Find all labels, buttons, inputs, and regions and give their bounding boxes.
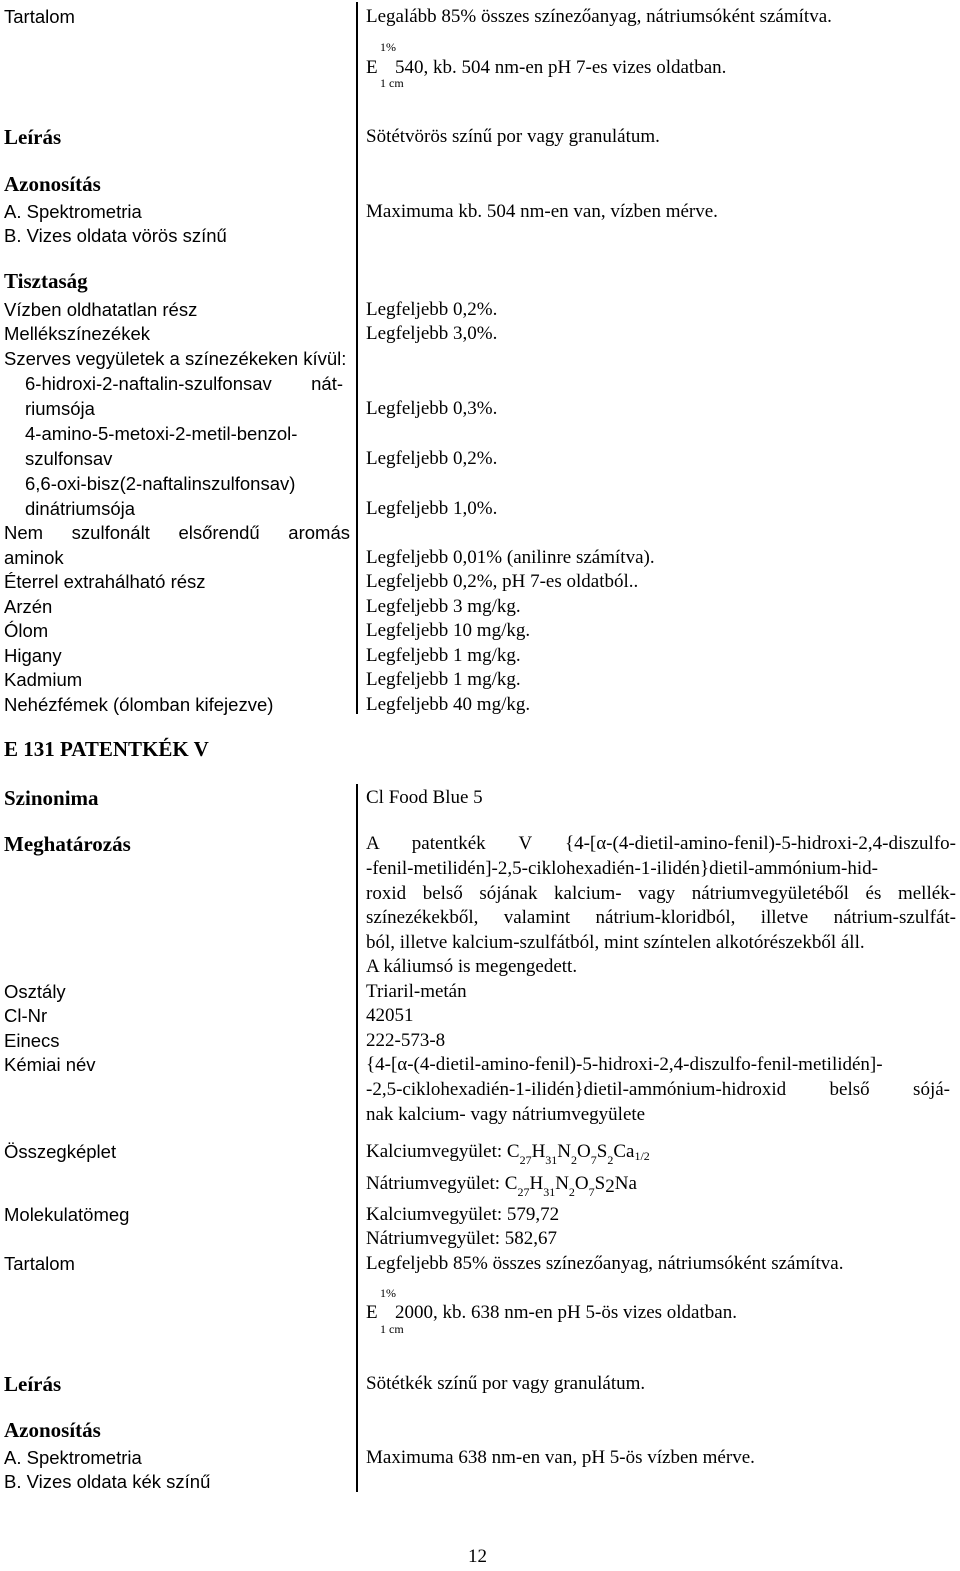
meghatarozas-line: ból, illetve kalcium-szulfátból, mint színtelen alkotórészekből áll. (366, 932, 865, 953)
extinction-symbol: E (366, 57, 378, 78)
purity-label: Kadmium (4, 669, 83, 690)
purity-value: Legfeljebb 0,01% (anilinre számítva). (366, 547, 655, 568)
extinction-value: 2000, kb. 638 nm-en pH 5-ös vizes oldatban. (395, 1302, 737, 1323)
azonositas-b-label: B. Vizes oldata vörös színű (4, 225, 227, 246)
purity-label: 4-amino-5-metoxi-2-metil-benzol- (25, 423, 298, 444)
szinonima-heading: Szinonima (4, 786, 99, 810)
meghatarozas-line: A káliumsó is megengedett. (366, 956, 578, 977)
purity-value: Legfeljebb 0,2%. (366, 299, 498, 320)
tartalom-value: Legalább 85% összes színezőanyag, nátriumsóként számítva. (366, 6, 832, 27)
azonositas-heading: Azonosítás (4, 172, 101, 196)
purity-value: Legfeljebb 40 mg/kg. (366, 694, 531, 715)
leiras-value: Sötétvörös színű por vagy granulátum. (366, 126, 660, 147)
extinction-superscript: 1% (380, 1286, 396, 1300)
molekulatomeg-sodium: Nátriumvegyület: 582,67 (366, 1228, 558, 1249)
azonositas-b-label: B. Vizes oldata kék színű (4, 1471, 211, 1492)
kemiai-nev-line: -2,5-ciklohexadién-1-ilidén}dietil-ammónium-hidroxid belső sójá- (366, 1079, 950, 1100)
osztaly-value: Triaril-metán (366, 981, 467, 1002)
kemiai-nev-line: {4-[α-(4-dietil-amino-fenil)-5-hidroxi-2,4-diszulfo-fenil-metilidén]- (366, 1054, 883, 1075)
purity-value: Legfeljebb 0,3%. (366, 398, 498, 419)
osszegkeplet-label: Összegképlet (4, 1141, 117, 1162)
molekulatomeg-label: Molekulatömeg (4, 1204, 130, 1225)
azonositas-a-label: A. Spektrometria (4, 201, 142, 222)
formula-sodium: Nátriumvegyület: $C_{27}H_{31}N_2O_7S2Na$ (366, 1173, 637, 1199)
einecs-label: Einecs (4, 1030, 60, 1051)
purity-label: Arzén (4, 596, 53, 617)
clnr-label: Cl-Nr (4, 1005, 48, 1026)
tisztasag-heading: Tisztaság (4, 269, 88, 293)
tartalom-label: Tartalom (4, 6, 75, 27)
extinction-subscript: 1 cm (380, 76, 404, 90)
extinction-symbol: E (366, 1302, 378, 1323)
purity-value: Legfeljebb 1 mg/kg. (366, 669, 521, 690)
einecs-value: 222-573-8 (366, 1030, 446, 1051)
purity-label: Szerves vegyületek a színezékeken kívül: (4, 348, 347, 369)
meghatarozas-line: roxid belső sójának kalcium- vagy nátriumvegyületéből és mellék- (366, 883, 956, 904)
leiras-value: Sötétkék színű por vagy granulátum. (366, 1373, 646, 1394)
leiras-heading: Leírás (4, 1372, 62, 1396)
purity-label: Ólom (4, 620, 49, 641)
extinction-superscript: 1% (380, 40, 396, 54)
purity-label: 6-hidroxi-2-naftalin-szulfonsav nát- (25, 373, 343, 394)
meghatarozas-line: színezékekből, valamint nátrium-kloridból, illetve nátrium-szulfát- (366, 907, 956, 928)
purity-value: Legfeljebb 1 mg/kg. (366, 645, 521, 666)
purity-value: Legfeljebb 0,2%, pH 7-es oldatból.. (366, 571, 639, 592)
purity-label: dinátriumsója (25, 498, 136, 519)
szinonima-value: Cl Food Blue 5 (366, 787, 483, 808)
kemiai-nev-line: nak kalcium- vagy nátriumvegyülete (366, 1104, 646, 1125)
azonositas-a-label: A. Spektrometria (4, 1447, 142, 1468)
molekulatomeg-calcium: Kalciumvegyület: 579,72 (366, 1204, 560, 1225)
page-number: 12 (468, 1546, 487, 1567)
column-divider-top (356, 2, 358, 714)
purity-label: aminok (4, 547, 64, 568)
purity-value: Legfeljebb 3,0%. (366, 323, 498, 344)
meghatarozas-heading: Meghatározás (4, 832, 131, 856)
azonositas-a-value: Maximuma 638 nm-en van, pH 5-ös vízben mérve. (366, 1447, 755, 1468)
purity-label: Nem szulfonált elsőrendű aromás (4, 522, 350, 543)
purity-label: Higany (4, 645, 62, 666)
purity-value: Legfeljebb 3 mg/kg. (366, 596, 521, 617)
extinction-value: 540, kb. 504 nm-en pH 7-es vizes oldatban. (395, 57, 727, 78)
purity-label: Nehézfémek (ólomban kifejezve) (4, 694, 274, 715)
purity-label: riumsója (25, 398, 95, 419)
purity-label: Éterrel extrahálható rész (4, 571, 206, 592)
purity-value: Legfeljebb 10 mg/kg. (366, 620, 531, 641)
formula-calcium: Kalciumvegyület: $C_{27}H_{31}N_2O_7S_2Ca1/2$ (366, 1141, 650, 1167)
clnr-value: 42051 (366, 1005, 414, 1026)
azonositas-heading: Azonosítás (4, 1418, 101, 1442)
kemiai-nev-label: Kémiai név (4, 1054, 96, 1075)
leiras-heading: Leírás (4, 125, 62, 149)
azonositas-a-value: Maximuma kb. 504 nm-en van, vízben mérve. (366, 201, 718, 222)
section-heading: E 131 PATENTKÉK V (4, 737, 209, 761)
meghatarozas-line: -fenil-metilidén]-2,5-ciklohexadién-1-ilidén}dietil-ammónium-hid- (366, 858, 878, 879)
purity-label: Vízben oldhatatlan rész (4, 299, 198, 320)
purity-value: Legfeljebb 0,2%. (366, 448, 498, 469)
purity-value: Legfeljebb 1,0%. (366, 498, 498, 519)
purity-label: 6,6-oxi-bisz(2-naftalinszulfonsav) (25, 473, 296, 494)
purity-label: szulfonsav (25, 448, 113, 469)
tartalom-value: Legfeljebb 85% összes színezőanyag, nátriumsóként számítva. (366, 1253, 844, 1274)
extinction-subscript: 1 cm (380, 1322, 404, 1336)
osztaly-label: Osztály (4, 981, 66, 1002)
tartalom-label: Tartalom (4, 1253, 75, 1274)
column-divider-bottom (356, 784, 358, 1492)
purity-label: Mellékszínezékek (4, 323, 151, 344)
meghatarozas-line: A patentkék V {4-[α-(4-dietil-amino-fenil)-5-hidroxi-2,4-diszulfo- (366, 833, 956, 854)
